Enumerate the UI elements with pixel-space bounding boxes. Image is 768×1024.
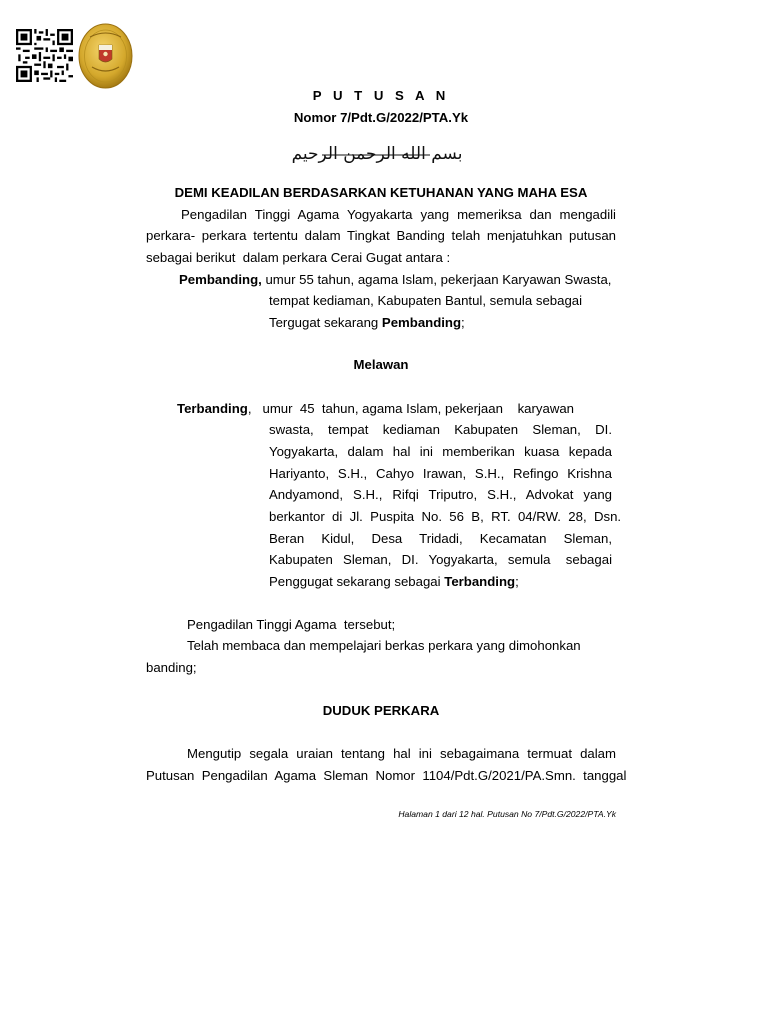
page-footer: Halaman 1 dari 12 hal. Putusan No 7/Pdt.G/2022/PTA.Yk: [398, 809, 616, 819]
terbanding-line-1: Terbanding, umur 45 tahun, agama Islam, pekerjaan karyawan: [177, 401, 575, 416]
terbanding-line: Yogyakarta, dalam hal ini memberikan kuasa kepada: [269, 444, 612, 459]
terbanding-line: Beran Kidul, Desa Tridadi, Kecamatan Sleman,: [269, 531, 612, 546]
demi-keadilan-heading: DEMI KEADILAN BERDASARKAN KETUHANAN YANG MAHA ESA: [174, 185, 588, 200]
body-paragraph-2-line-2: banding;: [146, 660, 197, 675]
terbanding-line: swasta, tempat kediaman Kabupaten Sleman, DI.: [269, 422, 612, 437]
intro-line-1: Pengadilan Tinggi Agama Yogyakarta yang memeriksa dan mengadili: [181, 207, 616, 222]
mengutip-line-2: Putusan Pengadilan Agama Sleman Nomor 1104/Pdt.G/2021/PA.Smn. tanggal: [146, 768, 627, 783]
pembanding-line-2: tempat kediaman, Kabupaten Bantul, semula sebagai: [269, 293, 583, 308]
body-paragraph-1: Pengadilan Tinggi Agama tersebut;: [187, 617, 396, 632]
duduk-perkara-heading: DUDUK PERKARA: [322, 703, 440, 718]
terbanding-last-line: Penggugat sekarang sebagai Terbanding;: [269, 574, 519, 589]
pembanding-line-3: Tergugat sekarang Pembanding;: [269, 315, 465, 330]
court-seal-emblem: [78, 23, 133, 89]
terbanding-label: Terbanding: [177, 401, 248, 416]
terbanding-line: Kabupaten Sleman, DI. Yogyakarta, semula sebagai: [269, 552, 612, 567]
melawan-heading: Melawan: [353, 357, 409, 372]
pembanding-label: Pembanding,: [179, 272, 262, 287]
terbanding-line: Hariyanto, S.H., Cahyo Irawan, S.H., Refingo Krishna: [269, 466, 612, 481]
body-paragraph-2-line-1: Telah membaca dan mempelajari berkas perkara yang dimohonkan: [187, 638, 581, 653]
document-title: P U T U S A N: [312, 88, 450, 103]
terbanding-line: berkantor di Jl. Puspita No. 56 B, RT. 04/RW. 28, Dsn.: [269, 509, 622, 524]
intro-line-3: sebagai berikut dalam perkara Cerai Gugat antara :: [146, 250, 451, 265]
terbanding-line: Andyamond, S.H., Rifqi Triputro, S.H., Advokat yang: [269, 487, 612, 502]
svg-text:بسم الله الرحمن الرحيم: بسم الله الرحمن الرحيم: [291, 144, 463, 164]
intro-line-2: perkara- perkara tertentu dalam Tingkat Banding telah menjatuhkan putusan: [146, 228, 616, 243]
document-number: Nomor 7/Pdt.G/2022/PTA.Yk: [293, 110, 469, 125]
mengutip-line-1: Mengutip segala uraian tentang hal ini sebagaimana termuat dalam: [187, 746, 616, 761]
bismillah-calligraphy: [280, 135, 475, 171]
pembanding-line-1: Pembanding, umur 55 tahun, agama Islam, pekerjaan Karyawan Swasta,: [179, 272, 612, 287]
qr-code-icon: [16, 29, 73, 82]
